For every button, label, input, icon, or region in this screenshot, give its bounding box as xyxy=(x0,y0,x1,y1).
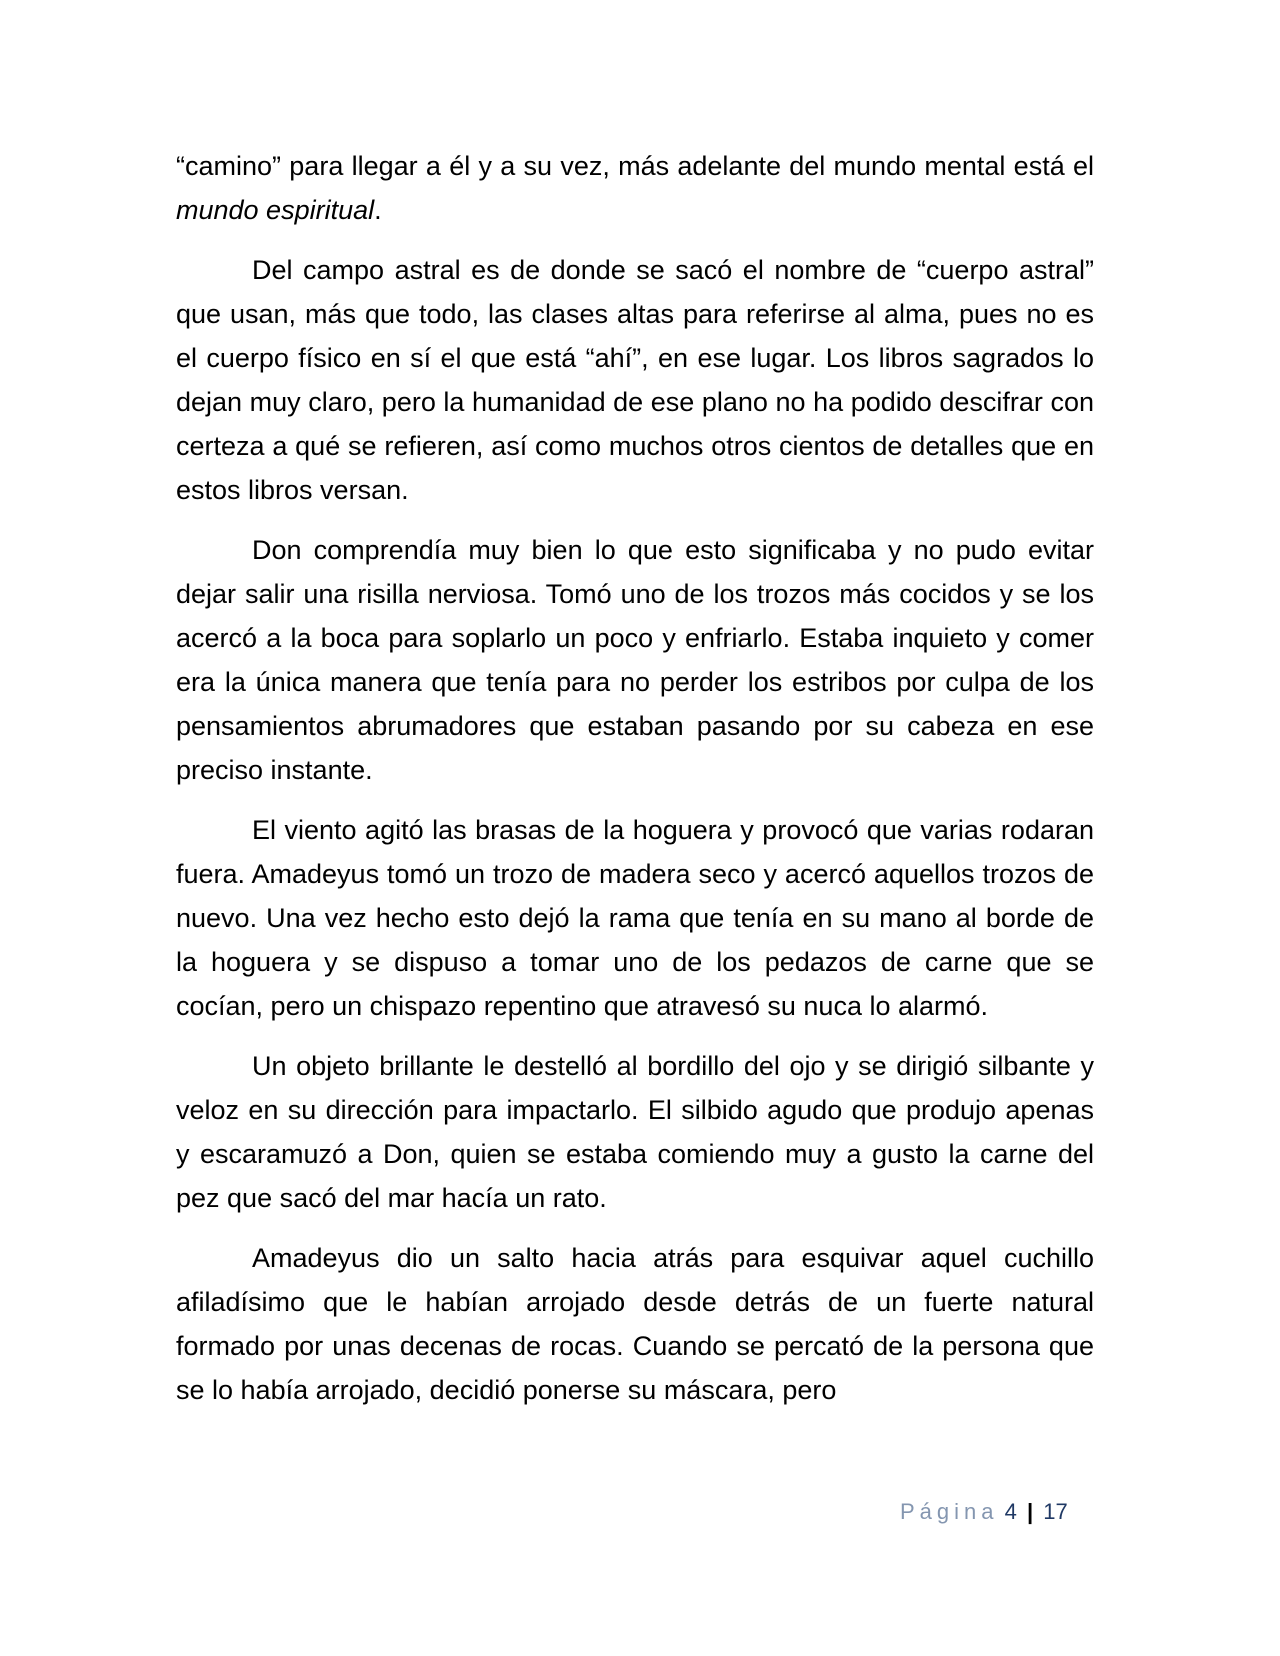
page-footer xyxy=(900,1497,1068,1527)
page-label: Página xyxy=(900,1499,999,1524)
paragraph-3: Don comprendía muy bien lo que esto significaba y no pudo evitar dejar salir una risilla nerviosa. Tomó uno de los trozos más cocidos y se los acercó a la boca para soplarlo un poco y enfriarlo. Estaba inquieto y comer era la única manera que tenía para no perder los estribos por culpa de los pensamientos abrumadores que estaban pasando por su cabeza en ese preciso instante. xyxy=(176,535,1094,785)
paragraph-5: Un objeto brillante le destelló al bordillo del ojo y se dirigió silbante y veloz en su dirección para impactarlo. El silbido agudo que produjo apenas y escaramuzó a Don, quien se estaba comiendo muy a gusto la carne del pez que sacó del mar hacía un rato. xyxy=(176,1051,1094,1213)
paragraph-2: Del campo astral es de donde se sacó el nombre de “cuerpo astral” que usan, más que todo, las clases altas para referirse al alma, pues no es el cuerpo físico en sí el que está “ahí”, en ese lugar. Los libros sagrados lo dejan muy claro, pero la humanidad de ese plano no ha podido descifrar con certeza a qué se refieren, así como muchos otros cientos de detalles que en estos libros versan. xyxy=(176,255,1094,505)
paragraph-1-emphasis: mundo espiritual xyxy=(176,195,375,225)
page-separator: | xyxy=(1027,1499,1034,1524)
paragraph-1-text: “camino” para llegar a él y a su vez, más adelante del mundo mental está el xyxy=(176,151,1094,181)
paragraph-1-end: . xyxy=(374,195,382,225)
body-text xyxy=(176,144,1094,1412)
page-number: 4 xyxy=(1004,1499,1017,1524)
paragraph-4: El viento agitó las brasas de la hoguera y provocó que varias rodaran fuera. Amadeyus tomó un trozo de madera seco y acercó aquellos trozos de nuevo. Una vez hecho esto dejó la rama que tenía en su mano al borde de la hoguera y se dispuso a tomar uno de los pedazos de carne que se cocían, pero un chispazo repentino que atravesó su nuca lo alarmó. xyxy=(176,815,1094,1021)
paragraph-6: Amadeyus dio un salto hacia atrás para esquivar aquel cuchillo afiladísimo que le habían arrojado desde detrás de un fuerte natural formado por unas decenas de rocas. Cuando se percató de la persona que se lo había arrojado, decidió ponerse su máscara, pero xyxy=(176,1243,1094,1405)
total-pages: 17 xyxy=(1043,1499,1068,1524)
paragraph-1 xyxy=(176,144,1094,232)
